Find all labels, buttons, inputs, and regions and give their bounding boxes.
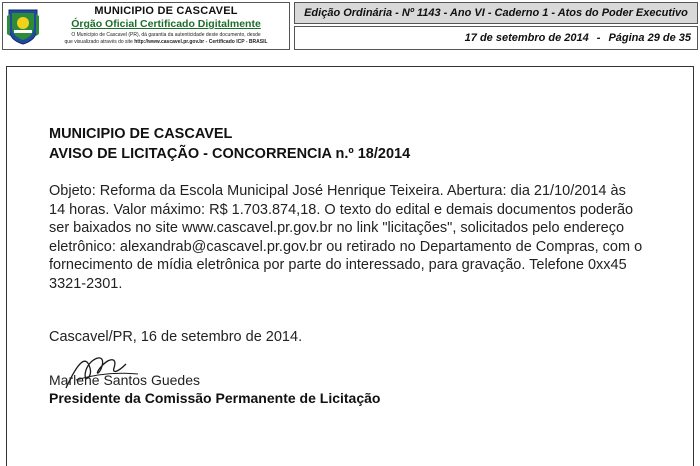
signer-role: Presidente da Comissão Permanente de Licitação	[49, 390, 381, 406]
page-indicator: Página 29 de 35	[608, 32, 691, 44]
notice-content	[49, 124, 689, 294]
municipality-name: MUNICIPIO DE CASCAVEL	[94, 5, 238, 17]
edition-banner: Edição Ordinária - Nº 1143 - Ano VI - Caderno 1 - Atos do Poder Executivo	[294, 2, 698, 24]
notice-title-municipality: MUNICIPIO DE CASCAVEL	[49, 126, 233, 142]
notice-body: Objeto: Reforma da Escola Municipal José Henrique Teixeira. Abertura: dia 21/10/2014 às 14 horas. Valor máximo: R$ 1.703.874,18. O texto do edital e demais documentos poderão ser baixados no site www.cascavel.pr.gov.br no link "licitações", solicitados pelo endereço eletrônico: alexandrab@cascavel.pr.gov.br ou retirado no Departamento de Compras, com o fornecimento de mídia eletrônica por parte do interessado, para gravação. Telefone 0xx45 3321-2301.	[49, 183, 643, 292]
official-organ-label: Órgão Oficial Certificado Digitalmente	[71, 18, 261, 30]
authenticity-line-2	[43, 39, 289, 46]
municipality-box	[2, 2, 290, 50]
municipal-crest-icon	[6, 6, 40, 46]
publication-date: 17 de setembro de 2014	[464, 32, 589, 44]
authenticity-site: http://www.cascavel.pr.gov.br	[134, 39, 205, 45]
authenticity-cert: - Certificado ICP - BRASIL	[204, 39, 268, 45]
notice-title-tender: AVISO DE LICITAÇÃO - CONCORRENCIA n.º 18/2014	[49, 146, 411, 162]
gazette-header	[0, 0, 700, 54]
authenticity-line-1: O Município de Cascavel (PR), dá garantia da autenticidade deste documento, desde	[71, 32, 261, 38]
date-separator: -	[596, 32, 601, 44]
authenticity-note	[43, 32, 289, 46]
place-date: Cascavel/PR, 16 de setembro de 2014.	[49, 329, 303, 345]
signer-name: Marlene Santos Guedes	[49, 372, 200, 388]
authenticity-prefix: que visualizado através do site	[64, 39, 135, 45]
date-page-banner	[294, 26, 698, 50]
